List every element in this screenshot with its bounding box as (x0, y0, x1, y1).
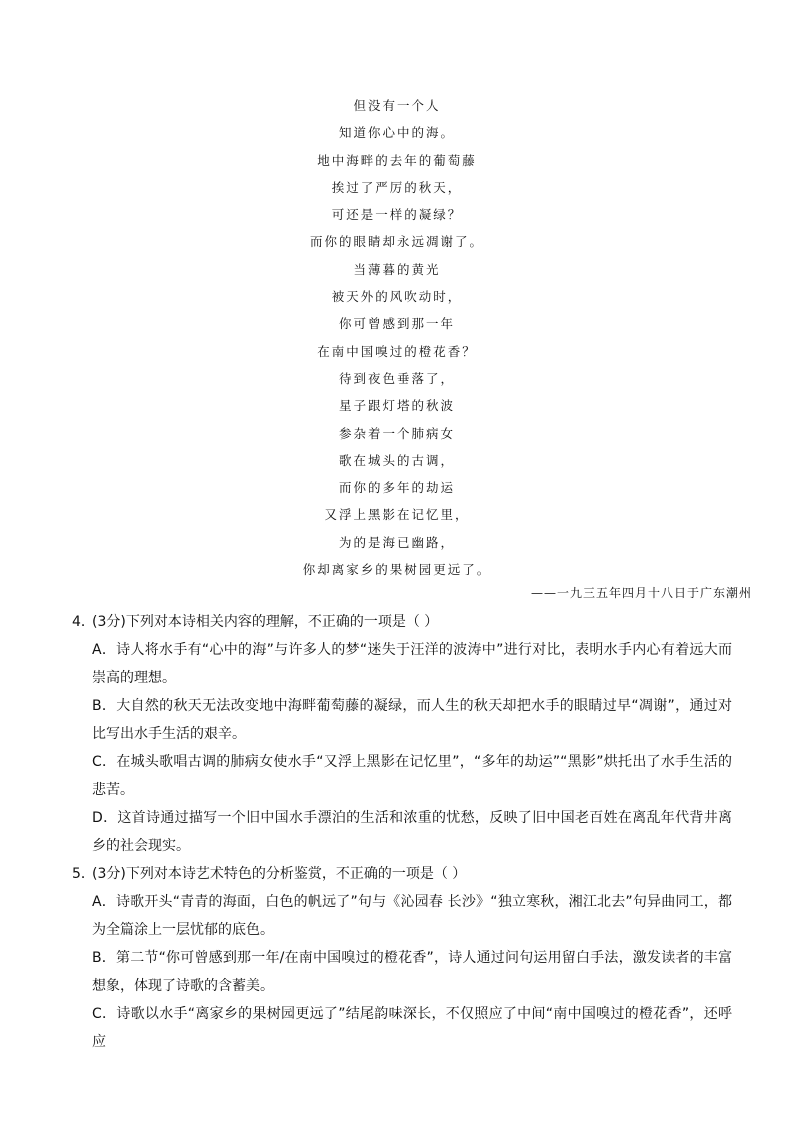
poem-line: 知道你心中的海。 (338, 125, 455, 141)
poem-line: 在南中国嗅过的橙花香？ (317, 343, 477, 359)
question-text: (3分)下列对本诗相关内容的理解，不正确的一项是（ ） (92, 614, 439, 630)
answer-option-c[interactable]: C．诗歌以水手“离家乡的果树园更远了”结尾韵味深长，不仅照应了中间“南中国嗅过的橙花香”，还呼应 (92, 1006, 732, 1050)
answer-option-a[interactable]: A．诗人将水手有“心中的海”与许多人的梦“迷失于汪洋的波涛中”进行对比，表明水手内心有着远大而崇高的理想。 (92, 642, 732, 686)
question-stem (72, 608, 732, 636)
poem-line: 挨过了严厉的秋天， (331, 179, 463, 195)
poem-line: 为的是海已幽路， (338, 534, 455, 550)
poem-line: 你却离家乡的果树园更远了。 (302, 562, 492, 578)
questions-section (72, 608, 732, 1056)
answer-option-a[interactable]: A．诗歌开头“青青的海面，白色的帆远了”句与《沁园春 长沙》“独立寒秋，湘江北去”句异曲同工，都为全篇涂上一层忧郁的底色。 (92, 894, 732, 938)
poem-line: 你可曾感到那一年 (338, 316, 455, 332)
question-text: (3分)下列对本诗艺术特色的分析鉴赏，不正确的一项是（ ） (92, 866, 467, 882)
poem-line: 但没有一个人 (353, 98, 441, 113)
poem-line: 星子跟灯塔的秋波 (338, 398, 455, 414)
poem-line: 参杂着一个肺病女 (338, 425, 455, 441)
answer-option-d[interactable]: D．这首诗通过描写一个旧中国水手漂泊的生活和浓重的忧愁，反映了旧中国老百姓在离乱年代背井离乡的社会现实。 (92, 810, 732, 854)
answer-option-b[interactable]: B．大自然的秋天无法改变地中海畔葡萄藤的凝绿，而人生的秋天却把水手的眼睛过早“凋谢”，通过对比写出水手生活的艰辛。 (92, 698, 732, 742)
question-5 (72, 860, 732, 1056)
question-stem (72, 860, 732, 888)
poem (0, 92, 794, 583)
poem-line: 当薄暮的黄光 (353, 261, 441, 277)
answer-option-b[interactable]: B．第二节“你可曾感到那一年/在南中国嗅过的橙花香”，诗人通过问句运用留白手法，激发读者的丰富想象，体现了诗歌的含蓄美。 (92, 950, 732, 994)
poem-line: 地中海畔的去年的葡萄藤 (317, 152, 477, 168)
question-number: 5． (72, 866, 95, 882)
poem-line: 而你的多年的劫运 (338, 480, 455, 496)
poem-line: 而你的眼睛却永远凋谢了。 (309, 234, 484, 250)
poem-line: 歌在城头的古调， (338, 452, 455, 468)
question-number: 4． (72, 614, 95, 630)
answer-option-c[interactable]: C．在城头歌唱古调的肺病女使水手“又浮上黑影在记忆里”，“多年的劫运”“黑影”烘托出了水手生活的悲苦。 (92, 754, 732, 798)
poem-line: 又浮上黑影在记忆里， (324, 507, 470, 523)
poem-line: 可还是一样的凝绿？ (331, 207, 463, 223)
poem-line: 被天外的风吹动时， (331, 289, 463, 305)
poem-signature: ——一九三五年四月十八日于广东潮州 (530, 586, 752, 600)
poem-line: 待到夜色垂落了， (338, 370, 455, 386)
question-4 (72, 608, 732, 860)
